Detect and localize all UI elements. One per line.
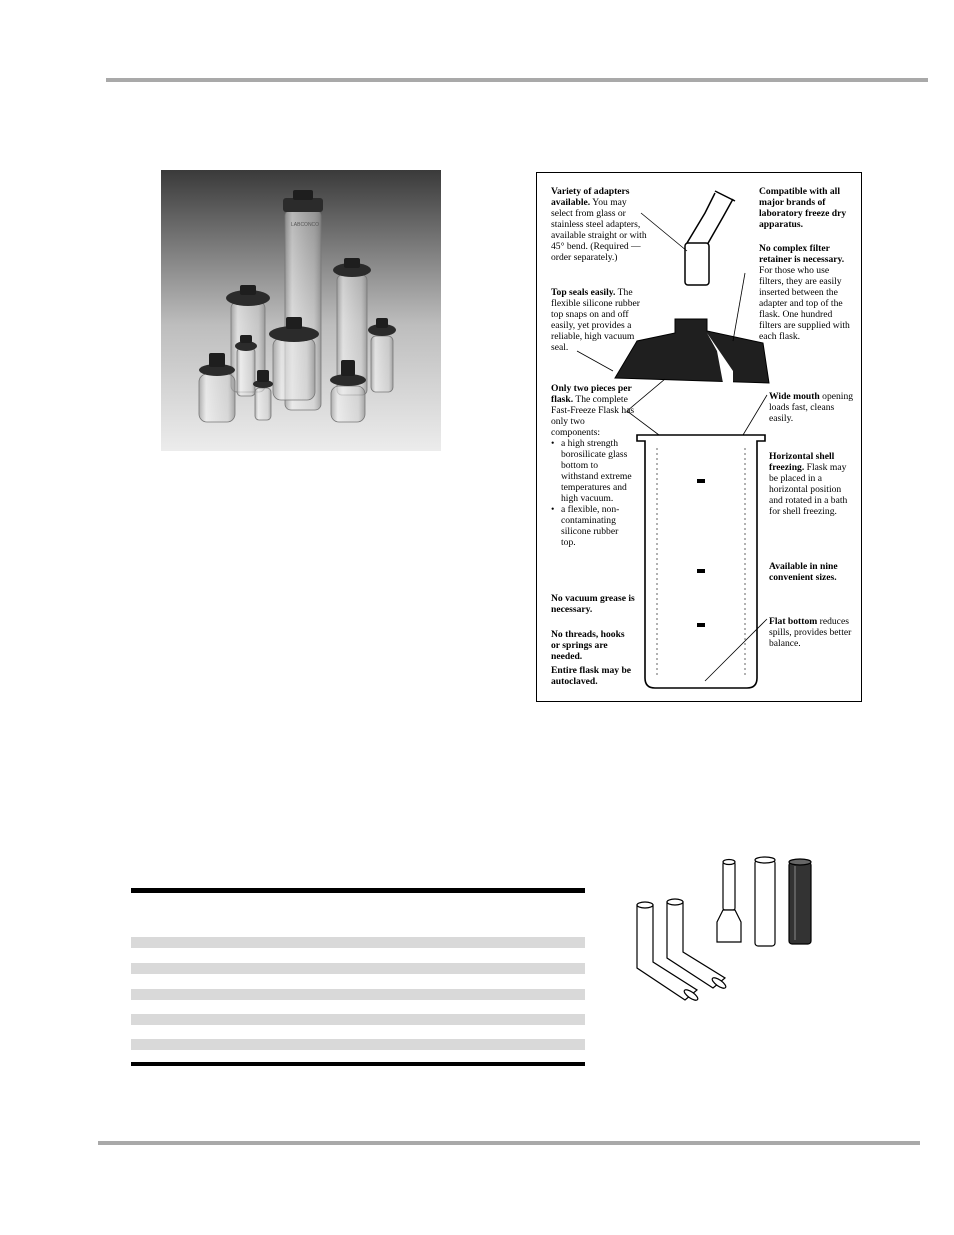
table-row	[131, 1039, 585, 1050]
annotation-autoclave: Entire flask may be autoclaved.	[551, 665, 632, 687]
annotation-no-threads: No threads, hooks or springs are needed.	[551, 629, 625, 662]
annotation-wide-mouth: Wide mouth opening loads fast, cleans easily.	[769, 391, 854, 424]
annotation-top-seals: Top seals easily. The flexible silicone rubber top snaps on and off easily, yet provides a reliable, high vacuum seal.	[551, 287, 640, 353]
component-silicone-top: • a flexible, non-contaminating silicone rubber top.	[551, 504, 635, 548]
spec-table	[131, 888, 585, 970]
flask-product-photo	[161, 170, 441, 451]
annotation-nine-sizes: Available in nine convenient sizes.	[769, 561, 838, 583]
glass-flask-icon	[637, 435, 765, 688]
component-glass-bottom: • a high strength borosilicate glass bottom to withstand extreme temperatures and high vacuum.	[551, 438, 635, 504]
adapters-illustration	[625, 850, 830, 1020]
table-top-rule	[131, 888, 585, 893]
flask-diagram-panel	[536, 172, 862, 702]
annotation-compatible: Compatible with all major brands of laboratory freeze dry apparatus.	[759, 186, 847, 230]
annotation-shell-freezing: Horizontal shell freezing. Flask may be placed in a horizontal position and rotated in a bath for shell freezing.	[769, 451, 848, 517]
steel-adapter-icon	[789, 859, 811, 944]
footer-rule	[98, 1141, 920, 1145]
annotation-flat-bottom: Flat bottom reduces spills, provides better balance.	[769, 616, 852, 649]
table-row	[131, 963, 585, 974]
table-row	[131, 1014, 585, 1025]
jar-label: LABCONCO	[291, 222, 320, 228]
table-row	[131, 989, 585, 1000]
straight-adapter-icon	[717, 860, 741, 943]
annotation-no-grease: No vacuum grease is necessary.	[551, 593, 635, 615]
table-bottom-rule	[131, 1062, 585, 1066]
straight-adapter-icon	[755, 857, 775, 946]
header-rule	[106, 78, 928, 82]
annotation-two-pieces: Only two pieces per flask. The complete Fast-Freeze Flask has only two components: • a high strength borosilicate glass bottom to withstand extreme temperatures and high vacuum. • a flexible, non-contaminating silicone rubber top.	[551, 383, 635, 548]
annotation-filter: No complex filter retainer is necessary. For those who use filters, they are easily inserted between the adapter and top of the flask. One hundred filters are supplied with each flask.	[759, 243, 850, 342]
annotation-adapters: Variety of adapters available. You may select from glass or stainless steel adapters, available straight or with 45° bend. (Required — order separately.)	[551, 186, 647, 263]
table-row	[131, 937, 585, 948]
adapter-icon	[685, 243, 709, 285]
